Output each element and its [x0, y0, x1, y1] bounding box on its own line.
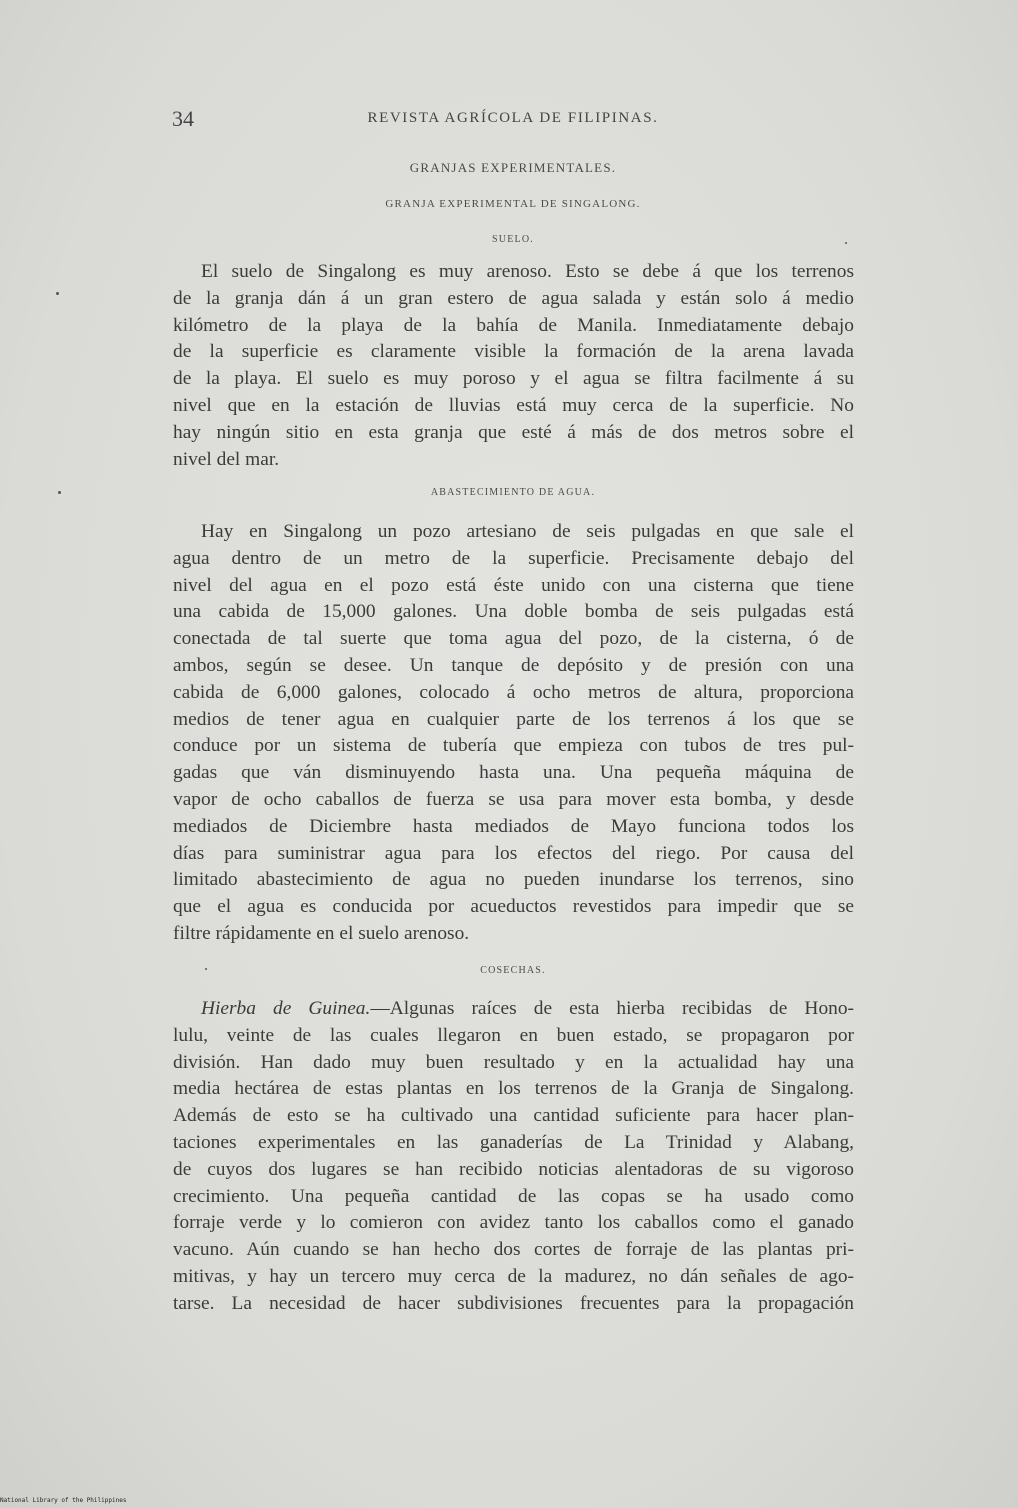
text-line: división. Han dado muy buen resultado y en la actualidad hay una — [173, 1051, 854, 1073]
dust-speck — [845, 242, 847, 244]
text-line: vacuno. Aún cuando se han hecho dos cortes de forraje de las plantas pri- — [173, 1239, 854, 1261]
text-line: de la playa. El suelo es muy poroso y el agua se filtra facilmente á su — [173, 368, 854, 390]
text-line: medios de tener agua en cualquier parte de los terrenos á los que se — [173, 708, 854, 730]
text-line: crecimiento. Una pequeña cantidad de las copas se ha usado como — [173, 1185, 854, 1207]
running-head — [172, 106, 854, 136]
text-line: cabida de 6,000 galones, colocado á ocho metros de altura, proporciona — [173, 681, 854, 703]
text-line: que el agua es conducida por acueductos revestidos para impedir que se — [173, 896, 854, 918]
text-line: vapor de ocho caballos de fuerza se usa para mover esta bomba, y desde — [173, 788, 854, 810]
text-line: nivel del mar. — [173, 448, 280, 470]
text-line: taciones experimentales en las ganaderías de La Trinidad y Alabang, — [173, 1131, 854, 1153]
heading-abastecimiento: ABASTECIMIENTO DE AGUA. — [430, 487, 596, 498]
page-number: 34 — [172, 106, 194, 131]
journal-title: REVISTA AGRÍCOLA DE FILIPINAS. — [367, 110, 659, 126]
text-line: conduce por un sistema de tubería que empieza con tubos de tres pul- — [173, 735, 854, 757]
dust-speck — [58, 491, 61, 494]
text-line: tarse. La necesidad de hacer subdivisiones frecuentes para la propagación — [173, 1292, 854, 1314]
paragraph-abastecimiento — [173, 519, 854, 948]
dust-speck — [205, 968, 207, 970]
text-line: forraje verde y lo comieron con avidez tanto los caballos como el ganado — [173, 1212, 854, 1234]
text-line: agua dentro de un metro de la superficie. Precisamente debajo del — [173, 547, 854, 569]
text-line: una cabida de 15,000 galones. Una doble bomba de seis pulgadas está — [173, 601, 854, 623]
text-line: Además de esto se ha cultivado una cantidad suficiente para hacer plan- — [173, 1105, 854, 1127]
text-line: hay ningún sitio en esta granja que esté á más de dos metros sobre el — [173, 421, 854, 443]
text-line: nivel del agua en el pozo está éste unido con una cisterna que tiene — [173, 574, 854, 596]
text-line — [173, 996, 854, 1023]
text-line: limitado abastecimiento de agua no pueden inundarse los terrenos, sino — [173, 869, 854, 891]
subsection-heading: GRANJA EXPERIMENTAL DE SINGALONG. — [385, 198, 641, 210]
heading-suelo: SUELO. — [492, 234, 534, 245]
text-line: de la superficie es claramente visible la formación de la arena lavada — [173, 341, 854, 363]
text-line: media hectárea de estas plantas en los terrenos de la Granja de Singalong. — [173, 1078, 854, 1100]
text-line: kilómetro de la playa de la bahía de Manila. Inmediatamente debajo — [173, 314, 854, 336]
hierba-de-guinea-lead: Hierba de Guinea. — [201, 998, 371, 1019]
section-heading: GRANJAS EXPERIMENTALES. — [409, 160, 617, 175]
text-line: días para suministrar agua para los efectos del riego. Por causa del — [173, 842, 854, 864]
text-line: mitivas, y hay un tercero muy cerca de la madurez, no dán señales de ago- — [173, 1265, 854, 1287]
text-line-rest: —Algunas raíces de esta hierba recibidas de Hono- — [370, 998, 854, 1019]
text-line: lulu, veinte de las cuales llegaron en buen estado, se propagaron por — [173, 1024, 854, 1046]
text-line: Hay en Singalong un pozo artesiano de seis pulgadas en que sale el — [201, 521, 854, 542]
dust-speck — [56, 292, 59, 295]
paragraph-suelo — [173, 259, 854, 473]
text-line: ambos, según se desee. Un tanque de depósito y de presión con una — [173, 654, 854, 676]
text-line: de cuyos dos lugares se han recibido noticias alentadoras de su vigoroso — [173, 1158, 854, 1180]
paragraph-cosechas — [173, 996, 854, 1318]
text-line: gadas que ván disminuyendo hasta una. Una pequeña máquina de — [173, 762, 854, 784]
heading-cosechas: COSECHAS. — [480, 965, 546, 976]
library-credit: National Library of the Philippines — [0, 1497, 127, 1504]
text-line: mediados de Diciembre hasta mediados de Mayo funciona todos los — [173, 815, 854, 837]
text-line: nivel que en la estación de lluvias está muy cerca de la superficie. No — [173, 394, 854, 416]
text-line: filtre rápidamente en el suelo arenoso. — [173, 922, 470, 944]
text-line: de la granja dán á un gran estero de agua salada y están solo á medio — [173, 287, 854, 309]
text-line: conectada de tal suerte que toma agua del pozo, de la cisterna, ó de — [173, 628, 854, 650]
text-line: El suelo de Singalong es muy arenoso. Esto se debe á que los terrenos — [201, 261, 854, 282]
